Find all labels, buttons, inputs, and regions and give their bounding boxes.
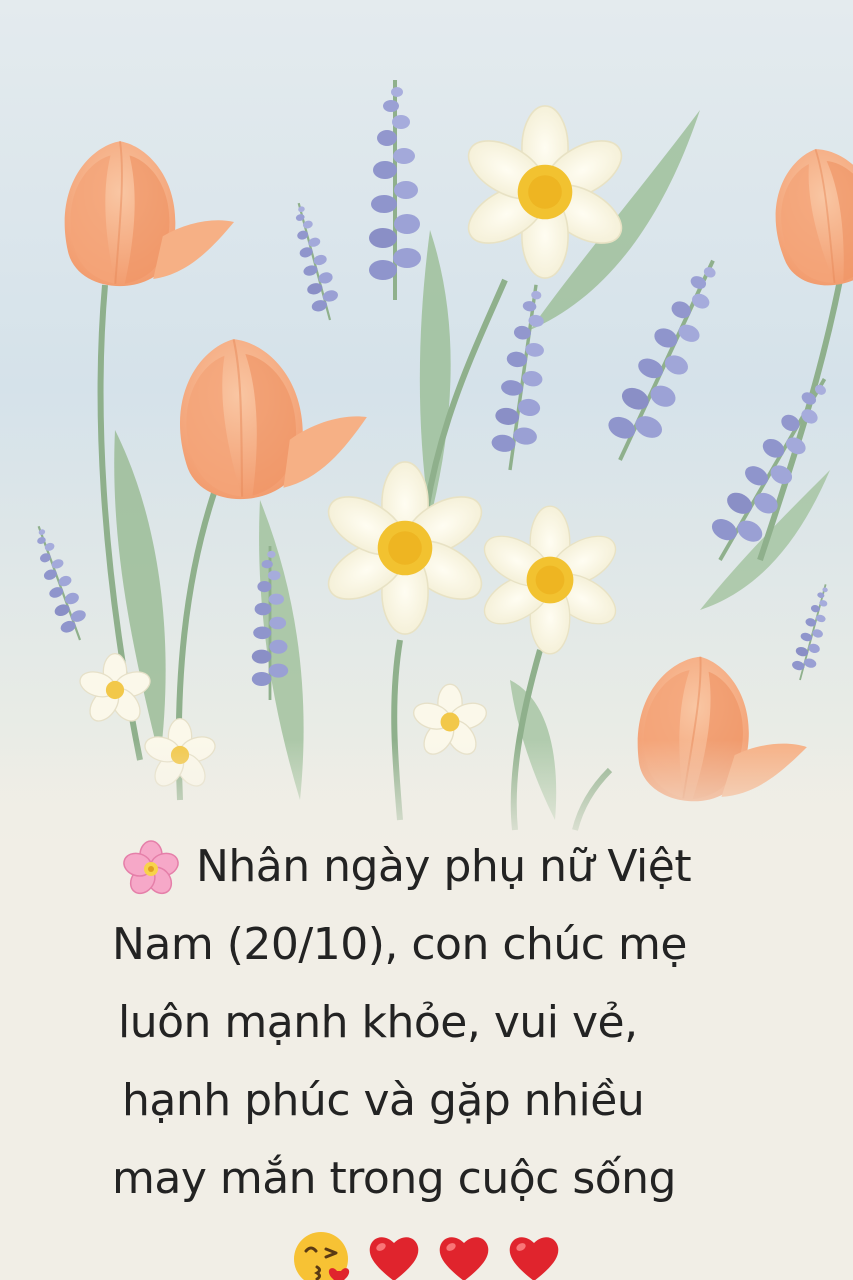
message-line-3: luôn mạnh khỏe, vui vẻ,: [118, 997, 638, 1048]
emoji-row: [110, 1218, 810, 1280]
message-line-1: [110, 828, 810, 906]
message-line-5: may mắn trong cuộc sống: [112, 1153, 676, 1204]
message-line-2: Nam (20/10), con chúc mẹ: [112, 919, 687, 970]
message-line-4: hạnh phúc và gặp nhiều: [122, 1075, 645, 1126]
red-heart-icon: [366, 1231, 422, 1280]
greeting-message: [110, 828, 810, 1280]
message-text: Nhân ngày phụ nữ Việt: [196, 841, 692, 892]
red-heart-icon: [436, 1231, 492, 1280]
kissing-face-icon: [290, 1228, 352, 1280]
red-heart-icon: [506, 1231, 562, 1280]
cherry-blossom-icon: [120, 838, 182, 900]
